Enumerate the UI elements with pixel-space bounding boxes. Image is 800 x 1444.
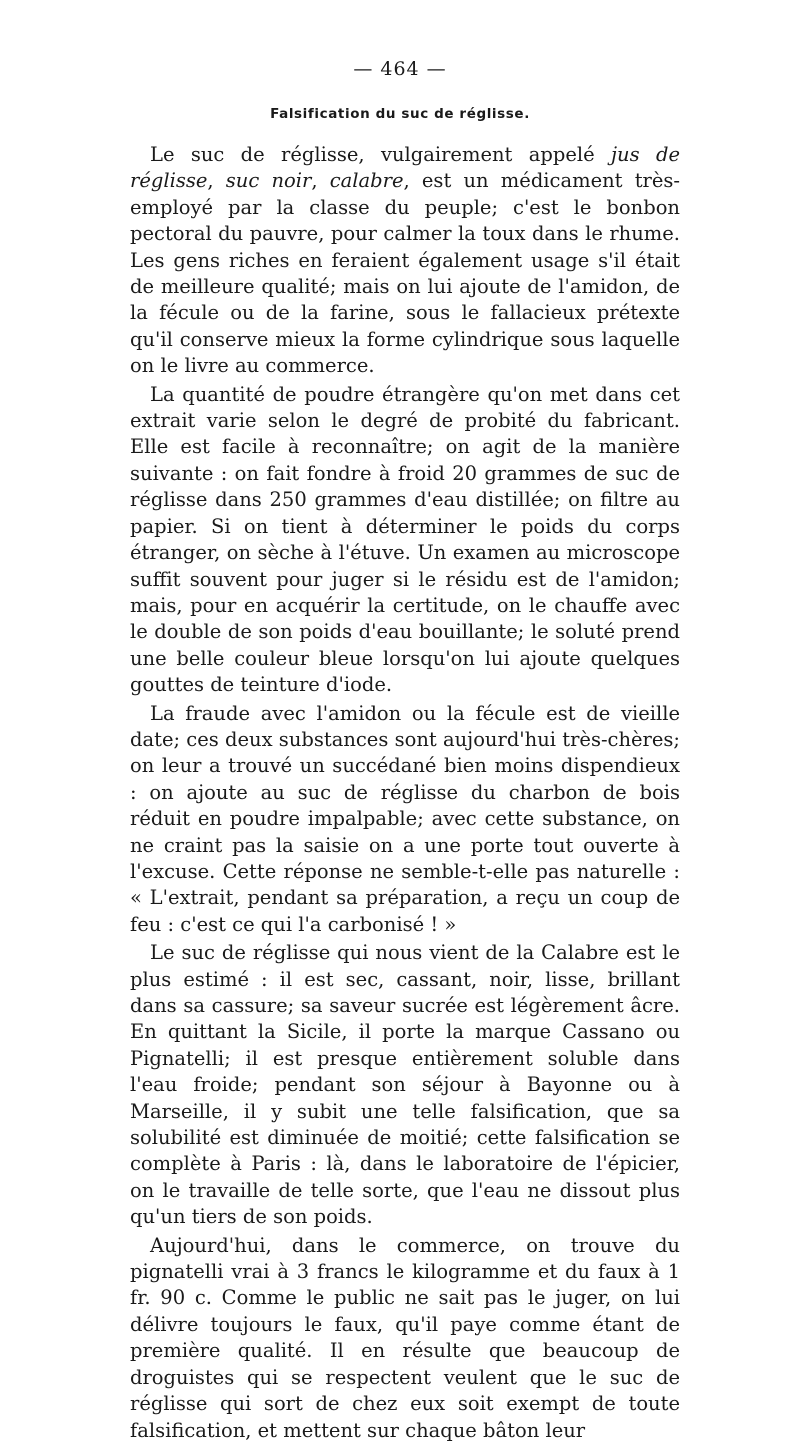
paragraph-1-rest: , est un médicament très-employé par la classe du peuple; c'est le bonbon pectoral du pauvre, pour calmer la toux dans le rhume. Les gens riches en feraient également usage s'il était de meilleure qualité; mais on lui ajoute de l'amidon, de la fécule ou de la farine, sous le fallacieux prétexte qu'il conserve mieux la forme cylindrique sous laquelle on le livre au commerce. bbox=[130, 169, 681, 378]
paragraph-1-lead: Le suc de réglisse, vulgairement appelé bbox=[150, 143, 611, 166]
paragraph-3: La fraude avec l'amidon ou la fécule est de vieille date; ces deux substances sont aujourd'hui très-chères; on leur a trouvé un succédané bien moins dispendieux : on ajoute au suc de réglisse du charbon de bois réduit en poudre impalpable; avec cette substance, on ne craint pas la saisie on a une porte tout ouverte à l'excuse. Cette réponse ne semble-t-elle pas naturelle : « L'extrait, pendant sa préparation, a reçu un coup de feu : c'est ce qui l'a carbonisé ! » bbox=[130, 701, 680, 936]
paragraph-5: Aujourd'hui, dans le commerce, on trouve du pignatelli vrai à 3 francs le kilogramme et du faux à 1 fr. 90 c. Comme le public ne sait pas le juger, on lui délivre toujours le faux, qu'il paye comme étant de première qualité. Il en résulte que beaucoup de droguistes qui se respectent veulent que le suc de réglisse qui sort de chez eux soit exempt de toute falsification, et mettent sur chaque bâton leur bbox=[130, 1233, 680, 1442]
term-jus-de-reglisse: jus de réglisse bbox=[130, 143, 680, 193]
paragraph-2: La quantité de poudre étrangère qu'on met dans cet extrait varie selon le degré de probité du fabricant. Elle est facile à reconnaître; on agit de la manière suivante : on fait fondre à froid 20 grammes de suc de réglisse dans 250 grammes d'eau distillée; on filtre au papier. Si on tient à déterminer le poids du corps étranger, on sèche à l'étuve. Un examen au microscope suffit souvent pour juger si le résidu est de l'amidon; mais, pour en acquérir la certitude, on le chauffe avec le double de son poids d'eau bouillante; le soluté prend une belle couleur bleue lorsqu'on lui ajoute quelques gouttes de teinture d'iode. bbox=[130, 382, 680, 697]
paragraph-1 bbox=[130, 142, 680, 380]
term-calabre: calabre bbox=[329, 169, 404, 193]
separator: , bbox=[311, 169, 330, 193]
paragraph-4: Le suc de réglisse qui nous vient de la Calabre est le plus estimé : il est sec, cassant, noir, lisse, brillant dans sa cassure; sa saveur sucrée est légèrement âcre. En quittant la Sicile, il porte la marque Cassano ou Pignatelli; il est presque entièrement soluble dans l'eau froide; pendant son séjour à Bayonne ou à Marseille, il y subit une telle falsification, que sa solubilité est diminuée de moitié; cette falsification se complète à Paris : là, dans le laboratoire de l'épicier, on le travaille de telle sorte, que l'eau ne dissout plus qu'un tiers de son poids. bbox=[130, 941, 680, 1229]
separator: , bbox=[207, 169, 226, 193]
section-title: Falsification du suc de réglisse. bbox=[270, 106, 530, 122]
term-suc-noir: suc noir bbox=[225, 169, 312, 193]
body-text bbox=[130, 142, 680, 1444]
page-number: — 464 — bbox=[353, 58, 447, 80]
